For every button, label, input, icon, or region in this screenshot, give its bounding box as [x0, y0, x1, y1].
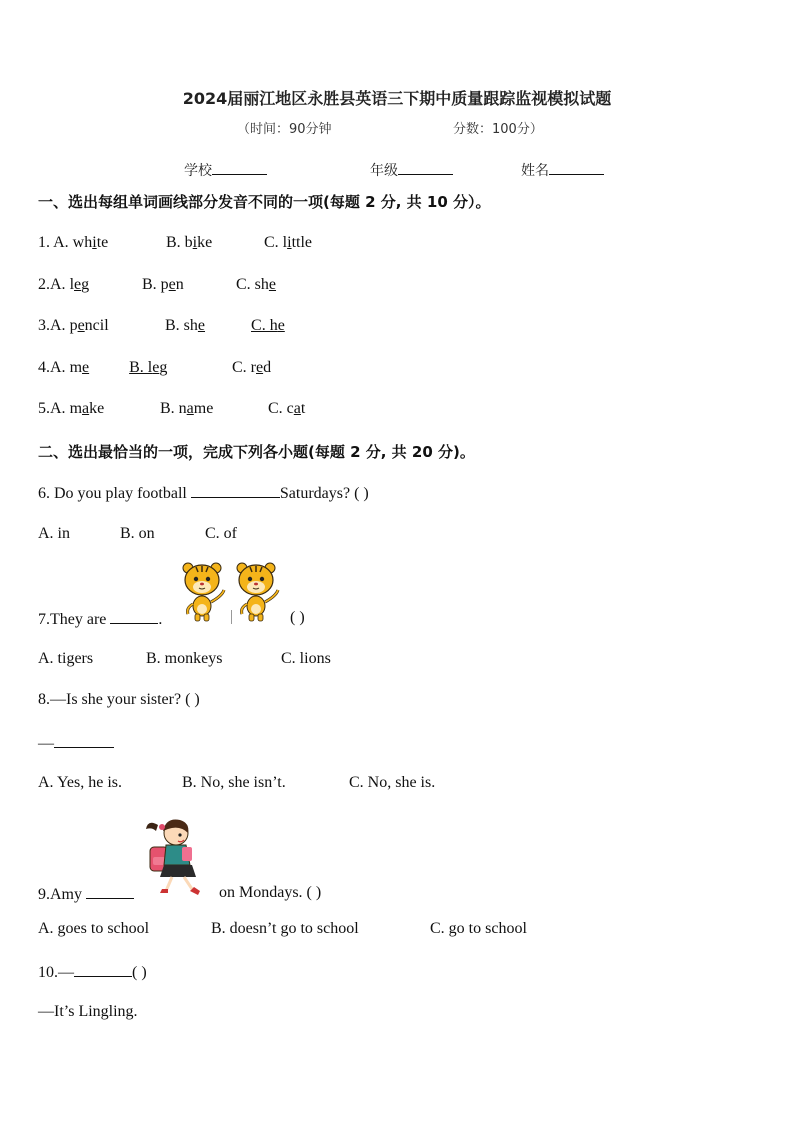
q1-option-b: [166, 234, 212, 252]
q7-option-a: A. tigers: [38, 650, 94, 667]
q5-a-pre: m: [69, 400, 83, 417]
q1-c-underlined: i: [287, 234, 292, 251]
q9-option-a: A. goes to school: [38, 920, 150, 937]
q2-a-underlined: e: [74, 276, 82, 293]
q9-blank[interactable]: [86, 884, 134, 899]
q4-c-post: d: [263, 359, 272, 376]
question-8: 8.—Is she your sister? ( ): [38, 691, 200, 708]
q4-num: 4.A.: [38, 359, 70, 376]
q5-c-underlined: a: [293, 400, 301, 417]
q7-blank[interactable]: [110, 609, 158, 624]
q3-b-pre: B. sh: [165, 317, 198, 334]
q10-reply: —It’s Lingling.: [38, 1003, 138, 1020]
q2-c-pre: C. sh: [236, 276, 269, 293]
schoolgirl-with-backpack-icon: [140, 815, 210, 901]
q5-a-underlined: a: [82, 400, 90, 417]
q4-b-pre: B. l: [129, 359, 153, 376]
q2-b-underlined: e: [168, 276, 176, 293]
q4-a-pre: m: [69, 359, 83, 376]
q5-num: 5.A.: [38, 400, 70, 417]
q1-c-pre: C. l: [264, 234, 288, 251]
q5-a-post: ke: [89, 400, 105, 417]
q7-option-b: B. monkeys: [146, 650, 223, 667]
q2-a-pre: l: [69, 276, 75, 293]
q3-c-underlined: e: [277, 317, 285, 334]
q7-stem-end: .: [158, 611, 163, 628]
q5-b-pre: B. n: [160, 400, 187, 417]
q7-answer-paren: ( ): [290, 609, 305, 626]
q2-option-c: [236, 276, 276, 294]
q3-b-letter: e: [197, 317, 206, 334]
grade-label: 年级: [370, 163, 398, 179]
q5-c-pre: C. c: [268, 400, 294, 417]
q5-c-post: t: [300, 400, 306, 417]
q6-option-a: A. in: [38, 525, 70, 542]
q5-option-c: [268, 400, 305, 418]
q8-option-b: B. No, she isn’t.: [182, 774, 286, 791]
question-1: [38, 234, 108, 252]
question-6: [38, 483, 369, 503]
school-field[interactable]: [184, 160, 267, 180]
q5-b-post: me: [193, 400, 214, 417]
q3-c-pre: C. h: [251, 317, 278, 334]
exam-title: 2024届丽江地区永胜县英语三下期中质量跟踪监视模拟试题: [182, 89, 612, 108]
question-4: [38, 359, 167, 377]
q1-c-post: ttle: [291, 234, 313, 251]
question-9: [38, 884, 134, 904]
name-field[interactable]: [521, 160, 604, 180]
q4-a-letter: e: [82, 359, 90, 376]
cartoon-tiger-icon: [230, 560, 282, 622]
q6-blank[interactable]: [191, 483, 280, 498]
q4-b-underlined: e: [152, 359, 160, 376]
q1-num: 1. A.: [38, 234, 73, 251]
q4-b-post: g: [159, 359, 168, 376]
q2-b-post: n: [175, 276, 184, 293]
q4-c-underlined: e: [256, 359, 264, 376]
question-3: [38, 317, 109, 335]
q10-blank[interactable]: [74, 962, 132, 977]
q9-stem: 9.Amy: [38, 886, 86, 903]
q7-option-c: C. lions: [281, 650, 331, 667]
grade-blank[interactable]: [398, 160, 453, 175]
cartoon-tiger-icon: [176, 560, 228, 622]
q9-option-b: B. doesn’t go to school: [211, 920, 359, 937]
q1-option-c: [264, 234, 312, 252]
school-blank[interactable]: [212, 160, 267, 175]
q9-stem-end: on Mondays. ( ): [219, 884, 322, 901]
question-10: [38, 962, 147, 982]
q2-option-b: [142, 276, 184, 294]
name-label: 姓名: [521, 163, 549, 179]
exam-score: 分数：100分）: [453, 122, 543, 137]
q1-a-post: te: [96, 234, 109, 251]
q4-option-c: [232, 359, 271, 377]
q7-stem: 7.They are: [38, 611, 111, 628]
q10-answer-paren: ( ): [132, 964, 147, 981]
q3-a-pre: p: [69, 317, 78, 334]
q6-option-c: C. of: [205, 525, 237, 542]
question-5: [38, 400, 104, 418]
q3-num: 3.A.: [38, 317, 70, 334]
q1-b-underlined: i: [192, 234, 198, 251]
q5-option-b: [160, 400, 213, 418]
q9-option-c: C. go to school: [430, 920, 527, 937]
q4-a-underlined: [82, 359, 152, 376]
q2-c-underlined: e: [268, 276, 277, 293]
q5-b-underlined: a: [186, 400, 194, 417]
image-separator: [231, 610, 232, 624]
q3-option-b-c: [165, 317, 285, 335]
grade-field[interactable]: [370, 160, 453, 180]
q1-b-post: ke: [197, 234, 213, 251]
q6-stem: 6. Do you play football: [38, 485, 191, 502]
q8-option-c: C. No, she is.: [349, 774, 436, 791]
q3-b-underlined: [198, 317, 278, 334]
name-blank[interactable]: [549, 160, 604, 175]
q1-a-pre: wh: [72, 234, 93, 251]
q4-c-pre: C. r: [232, 359, 256, 376]
q8-dash: —: [38, 735, 54, 752]
q8-option-a: A. Yes, he is.: [38, 774, 123, 791]
q3-a-post: ncil: [84, 317, 109, 334]
q3-a-underlined: e: [77, 317, 85, 334]
question-2: [38, 276, 89, 294]
q1-a-underlined: i: [92, 234, 97, 251]
q8-reply-line: [38, 733, 114, 753]
school-label: 学校: [184, 163, 212, 179]
q10-stem: 10.—: [38, 964, 74, 981]
section-2-heading: 二、选出最恰当的一项，完成下列各小题(每题 2 分, 共 20 分)。: [38, 443, 475, 461]
q6-stem-end: Saturdays? ( ): [279, 485, 369, 502]
section-1-heading: 一、选出每组单词画线部分发音不同的一项(每题 2 分, 共 10 分）。: [38, 193, 491, 211]
q6-option-b: B. on: [120, 525, 155, 542]
q1-b-pre: B. b: [166, 234, 193, 251]
q2-num: 2.A.: [38, 276, 70, 293]
question-7: [38, 609, 162, 629]
q2-a-post: g: [81, 276, 90, 293]
exam-time: （时间：90分钟: [237, 122, 332, 137]
q8-blank[interactable]: [54, 733, 114, 748]
q2-b-pre: B. p: [142, 276, 169, 293]
